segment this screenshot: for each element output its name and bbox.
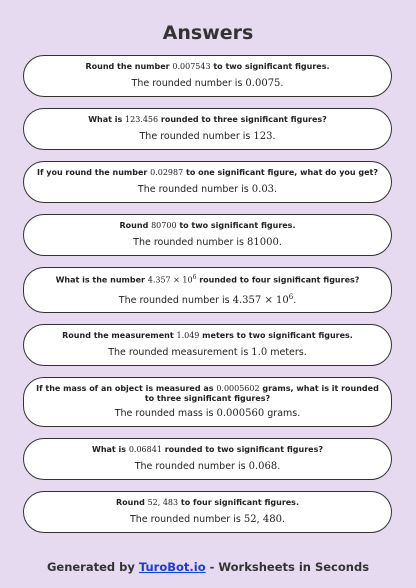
answer-card [23, 161, 392, 203]
question-text: Round the number 0.007543 to two significant figures. [85, 62, 330, 71]
exponent: 6 [288, 293, 294, 302]
answer-text: The rounded measurement is 1.0 meters. [108, 347, 307, 358]
page-title: Answers [162, 22, 254, 44]
question-text: What is 0.06841 rounded to two significant figures? [92, 445, 323, 454]
answer-list [23, 55, 392, 544]
question-text: Round 52, 483 to four significant figures. [116, 498, 299, 507]
answer-card [23, 438, 392, 480]
answer-text: The rounded number is 0.03. [137, 184, 278, 195]
turobot-link[interactable]: TuroBot.io [138, 560, 206, 574]
question-text: If the mass of an object is measured as 0.0005602 grams, what is it rounded to three significant figures? [36, 384, 379, 403]
answer-card [23, 377, 392, 427]
answer-text: The rounded number is 81000. [133, 237, 282, 248]
answer-text: The rounded mass is 0.000560 grams. [114, 408, 301, 419]
answer-card [23, 108, 392, 150]
answer-text: The rounded number is $4.357 \times 10^6$. [118, 293, 297, 307]
answer-text: The rounded number is 0.068. [134, 461, 281, 472]
answer-text: The rounded number is 0.0075. [131, 78, 284, 89]
question-text: Round 80700 to two significant figures. [119, 221, 296, 230]
answer-card [23, 324, 392, 366]
answer-card [23, 491, 392, 533]
answer-card [23, 267, 392, 313]
answer-card [23, 214, 392, 256]
footer: Generated by TuroBot.io - Worksheets in Seconds [46, 560, 370, 574]
answer-text: The rounded number is 123. [139, 131, 276, 142]
answer-card [23, 55, 392, 97]
question-text: If you round the number 0.02987 to one significant figure, what do you get? [36, 168, 378, 177]
question-text: What is 123.456 rounded to three significant figures? [88, 115, 327, 124]
question-text: What is the number $4.357 \times 10^6$ rounded to four significant figures? [55, 273, 360, 285]
exponent: 6 [192, 273, 197, 281]
answer-text: The rounded number is 52, 480. [129, 514, 286, 525]
question-text: Round the measurement 1.049 meters to two significant figures. [62, 331, 353, 340]
